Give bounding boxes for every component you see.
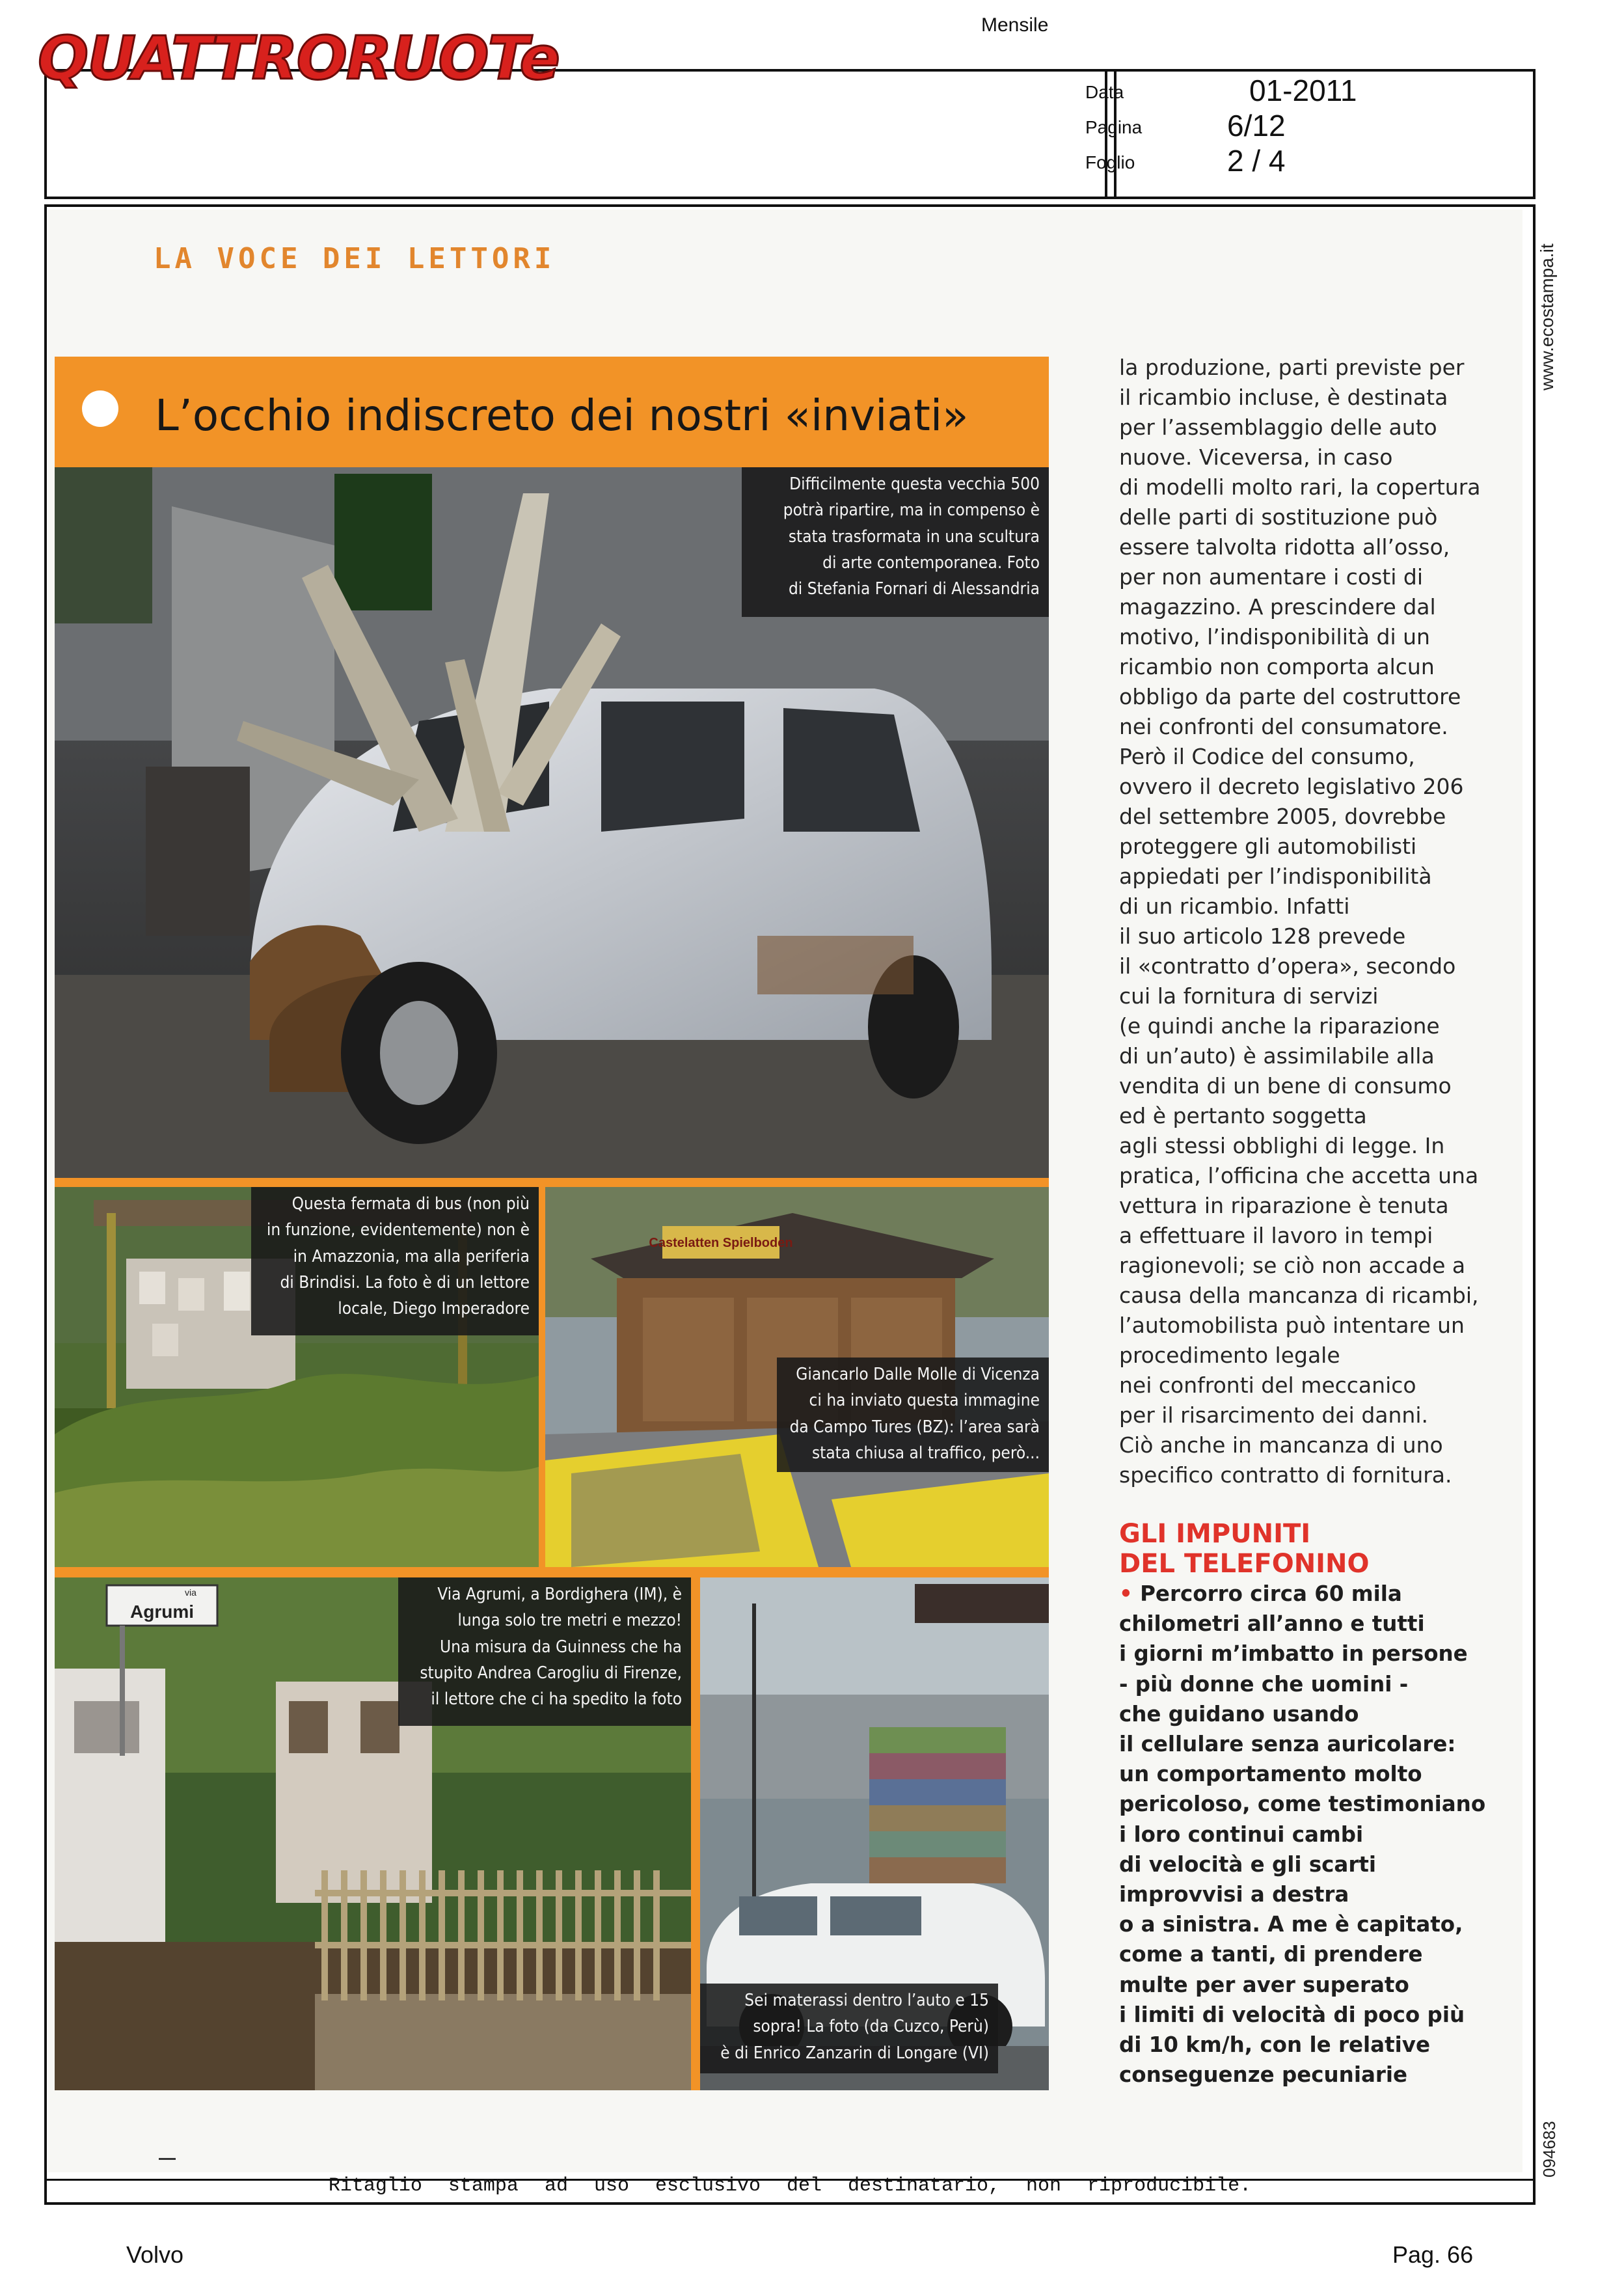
article-body-column xyxy=(1119,353,1509,1490)
body-line: obbligo da parte del costruttore xyxy=(1119,684,1461,709)
body-line: l’automobilista può intentare un xyxy=(1119,1313,1465,1338)
caption-line: Questa fermata di bus (non più xyxy=(291,1194,530,1214)
body-line: cui la fornitura di servizi xyxy=(1119,983,1379,1009)
body-line: specifico contratto di fornitura. xyxy=(1119,1462,1452,1488)
body-line: il «contratto d’opera», secondo xyxy=(1119,953,1456,979)
caption-line: stata chiusa al traffico, però... xyxy=(811,1443,1040,1463)
letter-line: i limiti di velocità di poco più xyxy=(1119,2002,1465,2027)
caption-line: sopra! La foto (da Cuzco, Perù) xyxy=(753,2017,989,2037)
body-line: il ricambio incluse, è destinata xyxy=(1119,385,1448,410)
body-line: pratica, l’officina che accetta una xyxy=(1119,1163,1479,1188)
caption-line: stata trasformata in una scultura xyxy=(788,526,1040,547)
letter-line: chilometri all’anno e tutti xyxy=(1119,1611,1425,1637)
body-line: nei confronti del meccanico xyxy=(1119,1372,1416,1398)
caption-line: di Brindisi. La foto è di un lettore xyxy=(280,1272,530,1292)
letter-line: i loro continui cambi xyxy=(1119,1822,1364,1847)
caption-photo4 xyxy=(398,1577,691,1726)
caption-line: il lettore che ci ha spedito la foto xyxy=(431,1689,682,1710)
photo-mattresses-cuzco xyxy=(700,1577,1049,2090)
letter-line: di velocità e gli scarti xyxy=(1119,1851,1377,1877)
body-line: il suo articolo 128 prevede xyxy=(1119,923,1406,949)
sheet-value: 2 / 4 xyxy=(1227,144,1286,178)
body-line: per l’assemblaggio delle auto xyxy=(1119,415,1437,440)
letter-line: • Percorro circa 60 mila xyxy=(1119,1581,1402,1606)
date-value: 01-2011 xyxy=(1249,74,1357,107)
subheading-line: GLI IMPUNITI xyxy=(1119,1519,1311,1549)
caption-line: potrà ripartire, ma in compenso è xyxy=(783,500,1040,521)
body-line: magazzino. A prescindere dal xyxy=(1119,594,1436,620)
body-line: Ciò anche in mancanza di uno xyxy=(1119,1432,1443,1458)
photo-via-agrumi xyxy=(55,1577,691,2090)
caption-line: Difficilmente questa vecchia 500 xyxy=(789,474,1040,494)
section-title: LA VOCE DEI LETTORI xyxy=(154,242,556,275)
watermark-url: www.ecostampa.it xyxy=(1537,243,1557,390)
caption-line: in funzione, evidentemente) non è xyxy=(266,1220,530,1240)
headline-bullet-icon xyxy=(82,390,118,427)
body-line: vendita di un bene di consumo xyxy=(1119,1073,1452,1099)
caption-line: da Campo Tures (BZ): l’area sarà xyxy=(789,1417,1040,1437)
caption-line: Giancarlo Dalle Molle di Vicenza xyxy=(796,1365,1040,1384)
caption-line: Via Agrumi, a Bordighera (IM), è xyxy=(437,1585,682,1604)
reader-letter xyxy=(1119,1579,1509,2090)
letter-line: improvvisi a destra xyxy=(1119,1882,1349,1907)
caption-line: Sei materassi dentro l’auto e 15 xyxy=(744,1991,989,2010)
caption-line: in Amazzonia, ma alla periferia xyxy=(293,1246,530,1266)
body-line: per non aumentare i costi di xyxy=(1119,564,1424,590)
page-dash xyxy=(159,2158,176,2160)
body-line: delle parti di sostituzione può xyxy=(1119,504,1438,530)
letter-line: come a tanti, di prendere xyxy=(1119,1942,1423,1967)
body-line: di modelli molto rari, la copertura xyxy=(1119,474,1481,500)
frequency-label: Mensile xyxy=(981,14,1049,36)
document-number: 094683 xyxy=(1539,2121,1559,2177)
letter-line: i giorni m’imbatto in persone xyxy=(1119,1641,1468,1667)
body-line: per il risarcimento dei danni. xyxy=(1119,1402,1428,1428)
caption-line: stupito Andrea Carogliu di Firenze, xyxy=(420,1663,682,1683)
letter-line: di 10 km/h, con le relative xyxy=(1119,2032,1430,2058)
caption-photo5 xyxy=(700,1984,998,2073)
body-line: ricambio non comporta alcun xyxy=(1119,654,1435,679)
body-line: di un’auto) è assimilabile alla xyxy=(1119,1043,1435,1069)
photo-bus-stop-brindisi xyxy=(55,1187,539,1567)
caption-line: di Stefania Fornari di Alessandria xyxy=(788,579,1040,599)
body-line: la produzione, parti previste per xyxy=(1119,355,1465,380)
body-line: motivo, l’indisponibilità di un xyxy=(1119,624,1430,649)
body-line: ovvero il decreto legislativo 206 xyxy=(1119,774,1464,799)
letter-line: il cellulare senza auricolare: xyxy=(1119,1732,1456,1757)
caption-line: lunga solo tre metri e mezzo! xyxy=(457,1611,682,1631)
body-line: proteggere gli automobilisti xyxy=(1119,834,1417,859)
caption-line: Una misura da Guinness che ha xyxy=(440,1637,682,1657)
body-line: di un ricambio. Infatti xyxy=(1119,894,1350,919)
subheading xyxy=(1119,1519,1370,1579)
letter-line: o a sinistra. A me è capitato, xyxy=(1119,1912,1463,1937)
magazine-logo: QUATTRORUOTe xyxy=(38,23,559,93)
caption-photo3 xyxy=(777,1358,1049,1472)
body-line: nei confronti del consumatore. xyxy=(1119,714,1448,739)
body-line: vettura in riparazione è tenuta xyxy=(1119,1193,1449,1218)
letter-line: che guidano usando xyxy=(1119,1701,1359,1726)
body-line: (e quindi anche la riparazione xyxy=(1119,1013,1440,1039)
caption-photo1 xyxy=(742,467,1049,617)
headline: L’occhio indiscreto dei nostri «inviati» xyxy=(155,390,969,441)
kiosk-sign: Castelatten Spielboden xyxy=(649,1236,793,1250)
body-line: ed è pertanto soggetta xyxy=(1119,1103,1367,1128)
street-sign-prefix: via xyxy=(185,1587,196,1598)
letter-line: multe per aver superato xyxy=(1119,1972,1409,1997)
page-label: Pagina xyxy=(1085,117,1143,137)
caption-line: ci ha inviato questa immagine xyxy=(809,1391,1040,1411)
letter-line: conseguenze pecuniarie xyxy=(1119,2062,1408,2088)
street-sign: Agrumi xyxy=(130,1602,194,1622)
footer-client: Volvo xyxy=(126,2241,184,2268)
caption-photo2 xyxy=(251,1187,539,1335)
letter-bullet: • xyxy=(1119,1581,1133,1606)
body-line: a effettuare il lavoro in tempi xyxy=(1119,1223,1433,1248)
body-line: causa della mancanza di ricambi, xyxy=(1119,1283,1479,1308)
date-label: Data xyxy=(1085,82,1124,102)
letter-line: - più donne che uomini - xyxy=(1119,1671,1409,1697)
clipping-notice: Ritaglio stampa ad uso esclusivo del destinatario, non riproducibile. xyxy=(328,2175,1252,2197)
caption-line: di arte contemporanea. Foto xyxy=(822,553,1040,573)
body-line: ragionevoli; se ciò non accade a xyxy=(1119,1253,1466,1278)
body-line: Però il Codice del consumo, xyxy=(1119,744,1415,769)
photo-kiosk-campo-tures xyxy=(545,1187,1049,1567)
body-line: del settembre 2005, dovrebbe xyxy=(1119,804,1446,829)
body-line: procedimento legale xyxy=(1119,1343,1340,1368)
body-line: nuove. Viceversa, in caso xyxy=(1119,444,1393,470)
footer-page-number: Pag. 66 xyxy=(1392,2241,1474,2268)
caption-line: è di Enrico Zanzarin di Longare (VI) xyxy=(720,2043,989,2063)
page-value: 6/12 xyxy=(1227,109,1286,143)
body-line: essere talvolta ridotta all’osso, xyxy=(1119,534,1450,560)
photo-fiat500-sculpture xyxy=(55,467,1049,1178)
body-line: appiedati per l’indisponibilità xyxy=(1119,864,1432,889)
caption-line: locale, Diego Imperadore xyxy=(338,1299,530,1319)
body-line: agli stessi obblighi di legge. In xyxy=(1119,1133,1445,1158)
subheading-line: DEL TELEFONINO xyxy=(1119,1549,1370,1579)
letter-line: un comportamento molto xyxy=(1119,1762,1422,1787)
letter-line: pericoloso, come testimoniano xyxy=(1119,1792,1486,1817)
sheet-label: Foglio xyxy=(1085,152,1135,172)
